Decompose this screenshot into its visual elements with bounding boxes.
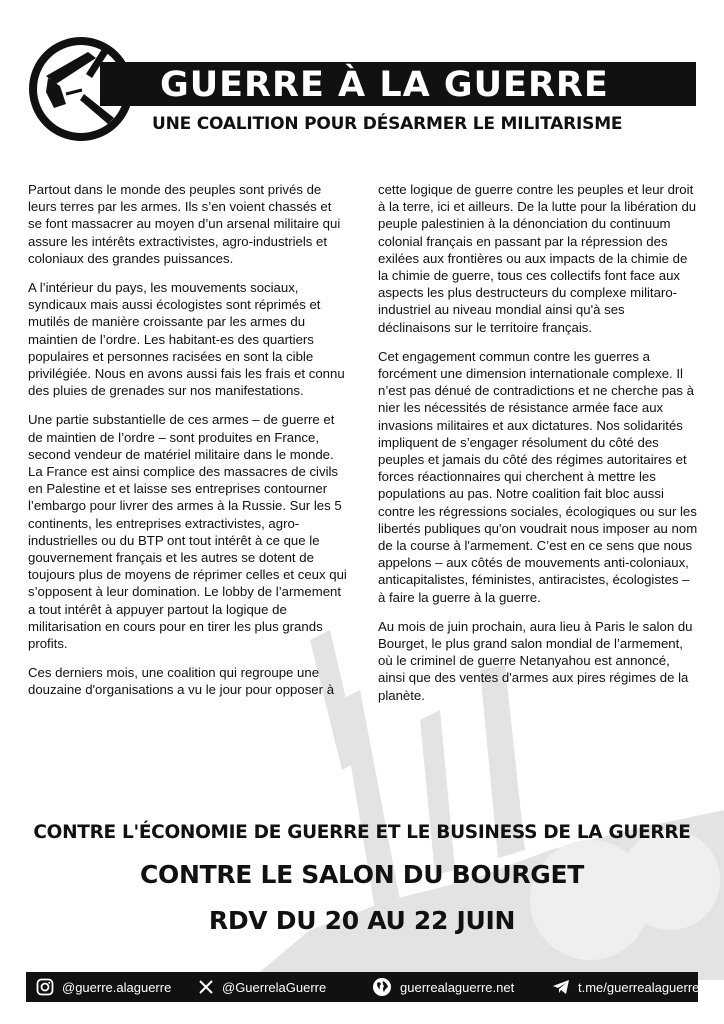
- right-column: [378, 181, 698, 716]
- globe-icon: [372, 977, 392, 997]
- x-handle: @GuerrelaGuerre: [222, 979, 327, 995]
- paragraph: Cet engagement commun contre les guerres a forcément une dimension internationale complexe. Il n’est pas dénué de contradictions et ne cherche pas à nier les nécessités de résistance armée face aux invasions militaires et aux dictatures. Nos solidarités impliquent de s’engager résolument du côté des peuples et jamais du côté des régimes autoritaires et forces réactionnaires qui cherchent à mettre les populations au pas. Notre coalition fait bloc aussi contre les régressions sociales, écologiques ou sur les libertés publiques qu'on voudrait nous imposer au nom de la course à l'armement. C’est en ce sens que nous appelons – aux côtés de mouvements anti-coloniaux, anticapitalistes, féministes, antiracistes, écologistes – à faire la guerre à la guerre.: [378, 348, 698, 605]
- footer-website[interactable]: [372, 972, 514, 1002]
- paragraph: Une partie substantielle de ces armes – de guerre et de maintien de l’ordre – sont produites en France, second vendeur de matériel militaire dans le monde. La France est ainsi complice des massacres de civils en Palestine et et laisse ses entreprises contourner l’embargo pour livrer des armes à la Russie. Sur les 5 continents, les entreprises extractivistes, agro-industrielles ou du BTP ont tout intérêt à ce que le gouvernement français et les autres se dotent de toujours plus de moyens de réprimer celles et ceux qui s’opposent à leur domination. Le lobby de l’armement a tout intérêt à appuyer partout la logique de militarisation en cours pour en tirer les plus grands profits.: [28, 412, 347, 652]
- paragraph: Au mois de juin prochain, aura lieu à Paris le salon du Bourget, le plus grand salon mondial de l’armement, où le criminel de guerre Netanyahou est annoncé, ainsi que des ventes d'armes aux pires régimes de la planète.: [378, 618, 693, 703]
- instagram-icon: [36, 978, 54, 996]
- page-title: GUERRE À LA GUERRE: [160, 65, 609, 105]
- telegram-icon: [552, 979, 570, 995]
- paragraph: A l’intérieur du pays, les mouvements sociaux, syndicaux mais aussi écologistes sont réprimés et mutilés de manière croissante par les armes du maintien de l’ordre. Les habitant-es des quartiers populaires et personnes racisées en sont la cible privilégiée. Nous en avons aussi fais les frais et connu des pluies de grenades sur nos manifestations.: [28, 280, 345, 399]
- website-url: guerrealaguerre.net: [400, 979, 515, 995]
- footer-instagram[interactable]: [36, 972, 171, 1002]
- slogan-date: RDV DU 20 AU 22 JUIN: [208, 906, 516, 935]
- slogan-bourget: CONTRE LE SALON DU BOURGET: [139, 860, 585, 889]
- paragraph: Ces derniers mois, une coalition qui regroupe une douzaine d'organisations a vu le jour pour opposer à: [28, 665, 335, 698]
- slogan-economy: CONTRE L'ÉCONOMIE DE GUERRE ET LE BUSINESS DE LA GUERRE: [33, 822, 691, 843]
- footer-x[interactable]: [198, 972, 326, 1002]
- paragraph: Partout dans le monde des peuples sont privés de leurs terres par les armes. Ils s’en voient chassés et se font massacrer au moyen d’un arsenal militaire qui assure les intérêts extractivistes, agro-industriels et coloniaux des grandes puissances.: [28, 182, 341, 266]
- page-subtitle: UNE COALITION POUR DÉSARMER LE MILITARISME: [152, 114, 623, 134]
- telegram-url: t.me/guerrealaguerre: [578, 979, 700, 995]
- x-icon: [198, 979, 214, 995]
- footer-bar: [26, 972, 698, 1002]
- instagram-handle: @guerre.alaguerre: [62, 979, 172, 995]
- left-column: [28, 181, 348, 711]
- footer-telegram[interactable]: [552, 972, 699, 1002]
- paragraph: cette logique de guerre contre les peuples et leur droit à la terre, ici et ailleurs. De la lutte pour la libération du peuple palestinien à la dénonciation du continuum colonial français en passant par la répression des exilées aux frontières ou aux impacts de la chimie de la chimie de guerre, tous ces collectifs font face aux aspects les plus destructeurs du complexe militaro-industriel au niveau mondial ainsi qu'à ses déclinaisons sur le territoire français.: [378, 182, 697, 335]
